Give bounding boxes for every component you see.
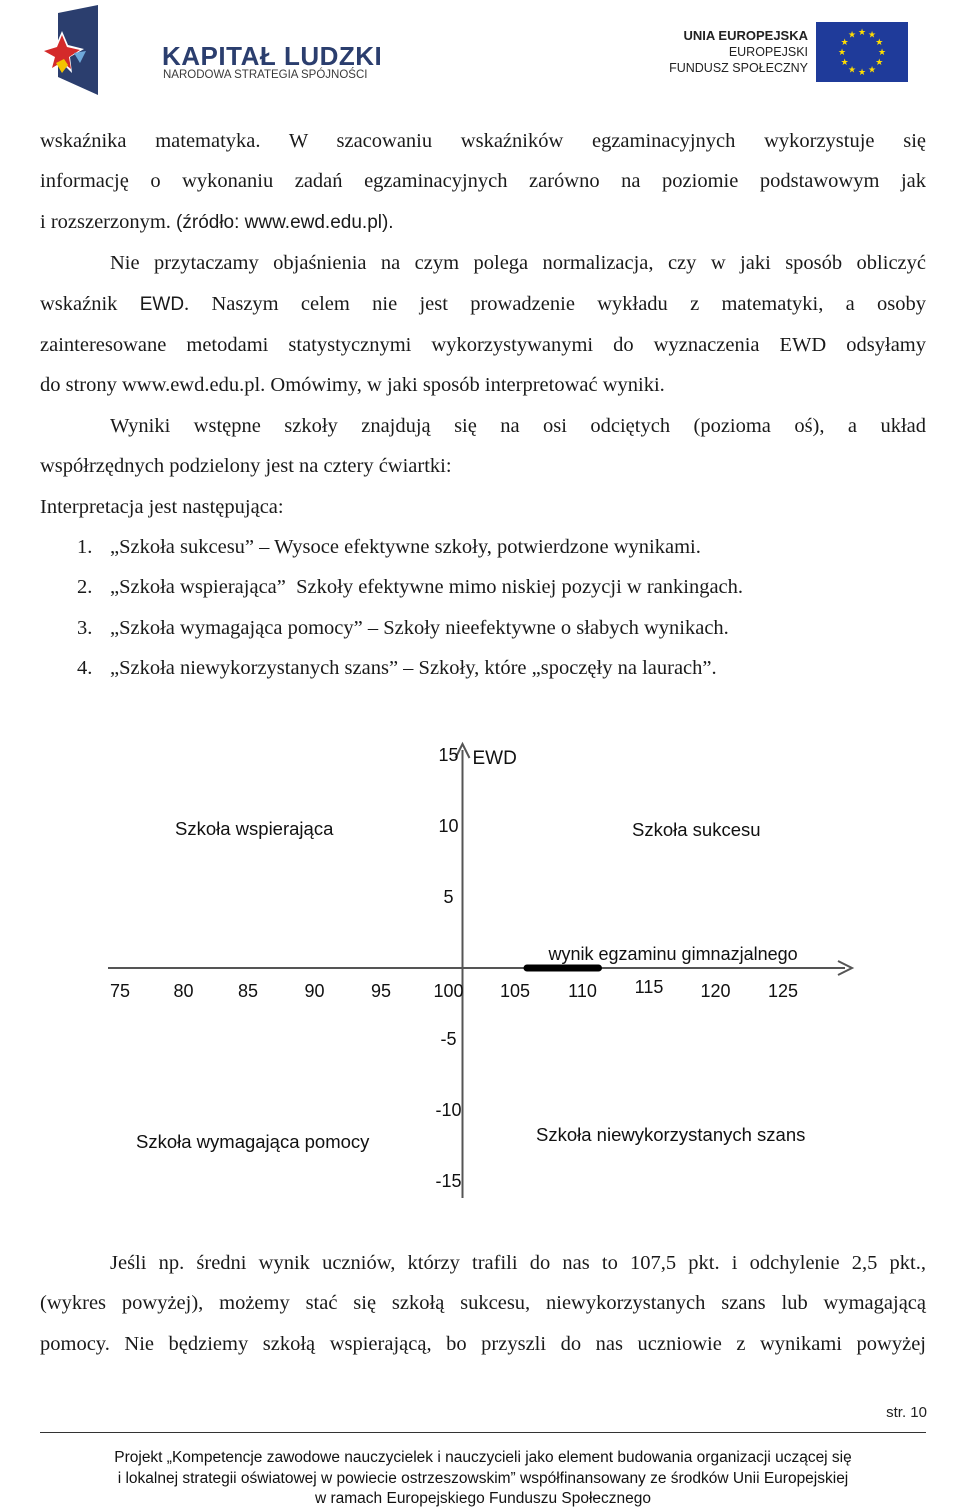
quadrant-label-top-left: Szkoła wspierająca xyxy=(175,818,334,839)
eu-logo-line2: EUROPEJSKI xyxy=(728,45,808,59)
eu-logo-line3: FUNDUSZ SPOŁECZNY xyxy=(669,61,808,75)
paragraph-5c: pomocy. Nie będziemy szkołą wspierającą, bo przyszli do nas uczniowie z wynikami powyżej xyxy=(40,1332,926,1355)
quadrant-label-bottom-right: Szkoła niewykorzystanych szans xyxy=(536,1124,806,1145)
page-header xyxy=(0,0,960,110)
y-tick-label: -5 xyxy=(440,1029,457,1049)
eu-flag-icon xyxy=(816,22,908,82)
kapital-ludzki-title: KAPITAŁ LUDZKI xyxy=(162,41,383,71)
paragraph-3b: współrzędnych podzielony jest na cztery ćwiartki: xyxy=(40,455,452,478)
body-text-2 xyxy=(40,1243,926,1364)
paragraph-4: Interpretacja jest następująca: xyxy=(40,495,284,518)
x-tick-label: 85 xyxy=(237,981,259,1001)
y-tick-label: 15 xyxy=(438,745,459,765)
x-tick-label: 75 xyxy=(109,981,131,1001)
y-tick-label: 10 xyxy=(438,816,459,836)
kapital-ludzki-logo xyxy=(40,5,383,100)
eu-logo xyxy=(669,22,912,82)
eu-star-icon: ★ xyxy=(847,29,857,40)
paragraph-3a: Wyniki wstępne szkoły znajdują się na osi odciętych (pozioma oś), a układ xyxy=(110,414,926,437)
quadrant-label-bottom-left: Szkoła wymagająca pomocy xyxy=(136,1131,370,1152)
x-tick-label: 95 xyxy=(370,981,392,1001)
paragraph-1c: i rozszerzonym. (źródło: www.ewd.edu.pl). xyxy=(40,210,394,233)
eu-star-icon: ★ xyxy=(847,64,857,75)
x-tick-label: 100 xyxy=(433,981,464,1001)
eu-star-icon: ★ xyxy=(877,47,887,57)
paragraph-2b: wskaźnik EWD. Naszym celem nie jest prowadzenie wykładu z matematyki, a osoby xyxy=(40,292,926,315)
x-tick-label: 105 xyxy=(499,981,531,1001)
footer-line-3: w ramach Europejskiego Funduszu Społecznego xyxy=(314,1490,652,1507)
footer-line-2: i lokalnej strategii oświatowej w powiecie ostrzeszowskim” współfinansowany ze środków Unii Europejskiej xyxy=(117,1469,849,1487)
x-axis-title: wynik egzaminu gimnazjalnego xyxy=(548,944,798,964)
eu-logo-title: UNIA EUROPEJSKA xyxy=(683,28,808,43)
eu-star-icon: ★ xyxy=(867,64,877,75)
eu-star-icon: ★ xyxy=(857,67,867,77)
eu-star-icon: ★ xyxy=(857,27,867,37)
x-tick-label: 115 xyxy=(634,977,664,997)
eu-star-icon: ★ xyxy=(837,47,847,57)
paragraph-2c: zainteresowane metodami statystycznymi wykorzystywanymi do wyznaczenia EWD odsyłamy xyxy=(40,334,926,357)
eu-star-icon: ★ xyxy=(875,37,884,47)
y-axis-title: EWD xyxy=(472,748,517,769)
eu-star-icon: ★ xyxy=(867,29,877,40)
x-tick-label: 80 xyxy=(173,981,194,1001)
kapital-ludzki-emblem-icon xyxy=(40,5,120,100)
list-item: 1. „Szkoła sukcesu” – Wysoce efektywne szkoły, potwierdzone wynikami. xyxy=(77,536,701,559)
x-tick-label: 110 xyxy=(568,981,597,1001)
y-tick-label: 5 xyxy=(443,887,454,907)
y-tick-label: -15 xyxy=(435,1171,462,1191)
list-item: 4. „Szkoła niewykorzystanych szans” – Szkoły, które „spoczęły na laurach”. xyxy=(77,657,717,680)
eu-star-icon: ★ xyxy=(875,57,884,67)
paragraph-1b: informację o wykonaniu zadań egzaminacyjnych zarówno na poziomie podstawowym jak xyxy=(40,170,926,193)
eu-star-icon: ★ xyxy=(840,57,849,67)
x-tick-label: 90 xyxy=(304,981,325,1001)
eu-star-icon: ★ xyxy=(840,37,849,47)
body-text xyxy=(40,121,926,689)
x-tick-label: 120 xyxy=(700,981,731,1001)
paragraph-5b: (wykres powyżej), możemy stać się szkołą sukcesu, niewykorzystanych szans lub wymagającą xyxy=(40,1292,926,1315)
ewd-coordinate-chart xyxy=(100,740,880,1210)
y-tick-label: -10 xyxy=(435,1100,462,1120)
page-footer xyxy=(40,1448,926,1510)
x-tick-label: 125 xyxy=(767,981,799,1001)
paragraph-2a: Nie przytaczamy objaśnienia na czym polega normalizacja, czy w jaki sposób obliczyć xyxy=(110,252,926,275)
footer-divider xyxy=(40,1432,926,1433)
paragraph-5a: Jeśli np. średni wynik uczniów, którzy trafili do nas to 107,5 pkt. i odchylenie 2,5 pkt., xyxy=(110,1252,926,1274)
footer-line-1: Projekt „Kompetencje zawodowe nauczycielek i nauczycieli jako element budowania organizacji uczącej się xyxy=(114,1449,852,1466)
list-item: 2. „Szkoła wspierająca” Szkoły efektywne mimo niskiej pozycji w rankingach. xyxy=(77,576,744,599)
kapital-ludzki-subtitle: NARODOWA STRATEGIA SPÓJNOŚCI xyxy=(163,69,368,81)
page-number: str. 10 xyxy=(886,1404,927,1421)
list-item: 3. „Szkoła wymagająca pomocy” – Szkoły nieefektywne o słabych wynikach. xyxy=(77,616,729,639)
paragraph-1a: wskaźnika matematyka. W szacowaniu wskaźników egzaminacyjnych wykorzystuje się xyxy=(40,130,926,152)
quadrant-label-top-right: Szkoła sukcesu xyxy=(632,819,761,840)
paragraph-2d: do strony www.ewd.edu.pl. Omówimy, w jaki sposób interpretować wyniki. xyxy=(40,374,665,397)
